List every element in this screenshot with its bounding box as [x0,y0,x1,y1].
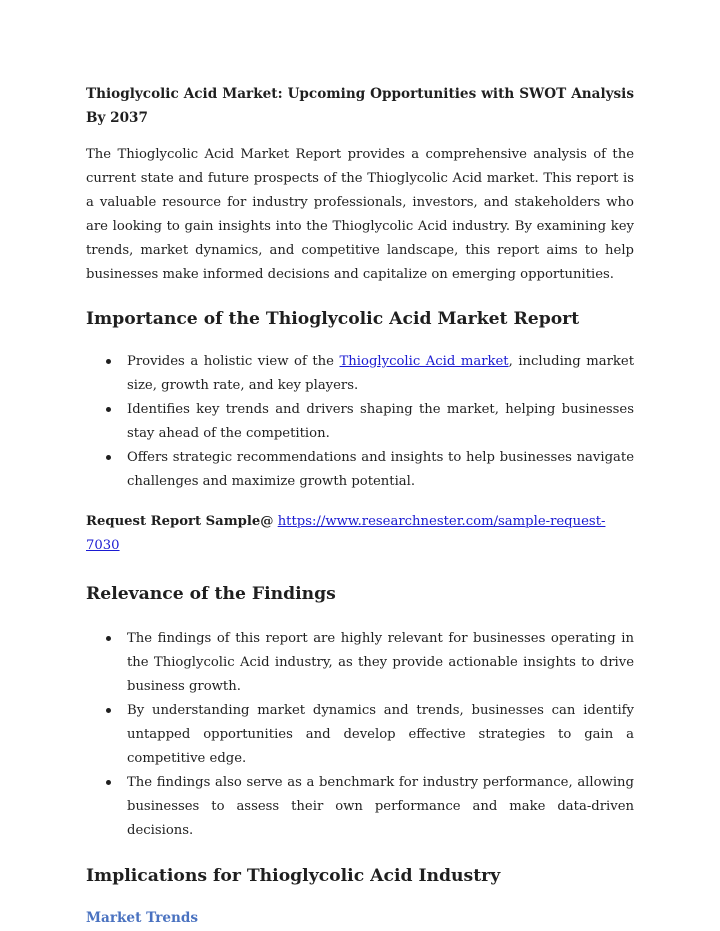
page-title: Thioglycolic Acid Market: Upcoming Opportunities with SWOT Analysis By 2037 [86,86,634,126]
importance-list [86,350,634,494]
implications-heading: Implications for Thioglycolic Acid Industry [86,866,501,886]
request-sample-link[interactable]: https://www.researchnester.com/sample-request-7030 [86,514,606,553]
list-item-text: The findings also serve as a benchmark for industry performance, allowing businesses to assess their own performance and make data-driven decisions. [127,775,634,838]
list-item-text-after: , including market size, growth rate, and key players. [127,354,635,393]
bullet-icon [106,455,111,460]
relevance-heading: Relevance of the Findings [86,584,336,604]
bullet-icon [106,780,111,785]
list-item [86,627,634,699]
list-item [86,446,634,494]
list-item-text: Identifies key trends and drivers shaping the market, helping businesses stay ahead of the competition. [127,402,634,441]
request-sample-line [86,510,634,558]
bullet-icon [106,708,111,713]
request-sample-label: Request Report Sample@ [86,514,274,529]
bullet-icon [106,359,111,364]
list-item-text: By understanding market dynamics and trends, businesses can identify untapped opportunities and develop effective strategies to gain a competitive edge. [127,703,634,766]
bullet-icon [106,636,111,641]
list-item [86,771,634,843]
list-item-text: Offers strategic recommendations and insights to help businesses navigate challenges and maximize growth potential. [127,450,634,489]
list-item-text-before: Provides a holistic view of the [127,354,340,369]
list-item-text: The findings of this report are highly relevant for businesses operating in the Thioglycolic Acid industry, as they provide actionable insights to drive business growth. [127,631,634,694]
intro-paragraph: The Thioglycolic Acid Market Report provides a comprehensive analysis of the current state and future prospects of the Thioglycolic Acid market. This report is a valuable resource for industry professionals, investors, and stakeholders who are looking to gain insights into the Thioglycolic Acid industry. By examining key trends, market dynamics, and competitive landscape, this report aims to help businesses make informed decisions and capitalize on emerging opportunities. [86,147,634,282]
market-link[interactable]: Thioglycolic Acid market [339,354,509,369]
market-trends-subheading: Market Trends [86,910,199,926]
list-item [86,398,634,446]
bullet-icon [106,407,111,412]
relevance-list [86,627,634,843]
list-item [86,350,634,398]
importance-heading: Importance of the Thioglycolic Acid Market Report [86,309,580,329]
list-item [86,699,634,771]
document-body [86,82,634,929]
